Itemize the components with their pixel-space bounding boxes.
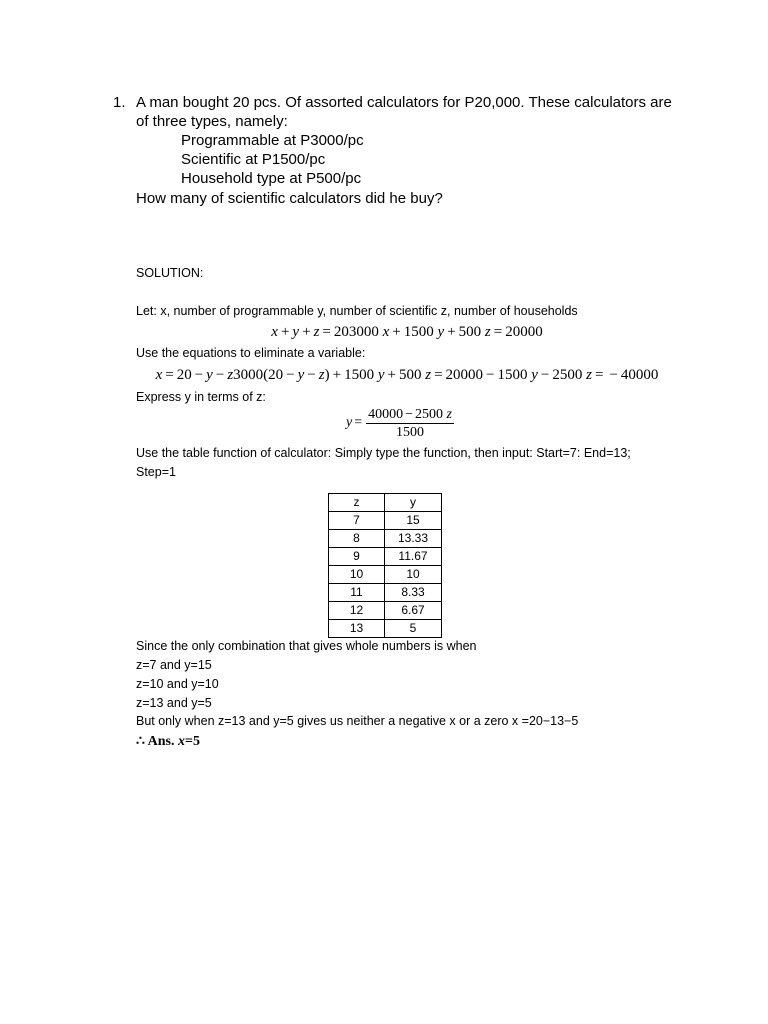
table-row <box>329 566 442 584</box>
problem-number: 1. <box>113 94 126 111</box>
table-row <box>329 548 442 566</box>
calculator-type-scientific: Scientific at P1500/pc <box>181 151 326 168</box>
fraction-numerator: 40000 − 2500 z <box>368 406 452 422</box>
table-cell-z: 10 <box>329 566 385 584</box>
problem-question: How many of scientific calculators did he buy? <box>136 190 443 207</box>
equation-2: x = 20 − y − z3000(20 − y − z) + 1500 y + 500 z = 20000 − 1500 y − 2500 z = − 40000 <box>155 367 659 383</box>
table-cell-y: 13.33 <box>385 530 442 548</box>
table-cell-y: 15 <box>385 512 442 530</box>
table-row <box>329 530 442 548</box>
answer-label: Ans. <box>147 734 175 749</box>
fraction-denominator: 1500 <box>396 424 425 440</box>
formula-lhs: y = <box>346 415 363 430</box>
table-cell-y: 8.33 <box>385 584 442 602</box>
answer-value: x=5 <box>178 734 200 749</box>
variable-definitions: Let: x, number of programmable y, number of scientific z, number of households <box>136 304 578 318</box>
eliminate-instruction: Use the equations to eliminate a variable: <box>136 346 366 360</box>
problem-line-1: A man bought 20 pcs. Of assorted calculators for P20,000. These calculators are <box>136 94 672 111</box>
table-instruction-line-2: Step=1 <box>136 465 176 479</box>
table-cell-z: 12 <box>329 602 385 620</box>
fraction <box>366 406 454 441</box>
conclusion-line-5: But only when z=13 and y=5 gives us neither a negative x or a zero x =20−13−5 <box>136 714 579 728</box>
table-header-z: z <box>329 494 385 512</box>
table-cell-z: 8 <box>329 530 385 548</box>
table-cell-z: 7 <box>329 512 385 530</box>
table-row <box>329 620 442 638</box>
table-cell-y: 6.67 <box>385 602 442 620</box>
solution-heading: SOLUTION: <box>136 266 204 280</box>
table-cell-y: 11.67 <box>385 548 442 566</box>
table-cell-z: 9 <box>329 548 385 566</box>
calculator-type-household: Household type at P500/pc <box>181 170 362 187</box>
conclusion-combination-3: z=13 and y=5 <box>136 696 212 710</box>
table-cell-z: 11 <box>329 584 385 602</box>
conclusion-combination-2: z=10 and y=10 <box>136 677 219 691</box>
equation-1: x + y + z = 203000 x + 1500 y + 500 z = 20000 <box>271 324 543 340</box>
table-cell-z: 13 <box>329 620 385 638</box>
table-header-row <box>329 494 442 512</box>
table-header-y: y <box>385 494 442 512</box>
express-instruction: Express y in terms of z: <box>136 390 266 404</box>
table-cell-y: 10 <box>385 566 442 584</box>
final-answer <box>136 732 200 751</box>
table-row <box>329 602 442 620</box>
conclusion-line-1: Since the only combination that gives whole numbers is when <box>136 639 477 653</box>
z-y-value-table <box>328 493 442 638</box>
therefore-symbol: ∴ <box>136 734 145 749</box>
table-instruction-line-1: Use the table function of calculator: Simply type the function, then input: Start=7: End=13; <box>136 446 631 460</box>
table-cell-y: 5 <box>385 620 442 638</box>
table-row <box>329 512 442 530</box>
y-in-terms-of-z-formula <box>346 405 454 441</box>
problem-line-2: of three types, namely: <box>136 113 288 130</box>
conclusion-combination-1: z=7 and y=15 <box>136 658 212 672</box>
calculator-type-programmable: Programmable at P3000/pc <box>181 132 364 149</box>
table-row <box>329 584 442 602</box>
